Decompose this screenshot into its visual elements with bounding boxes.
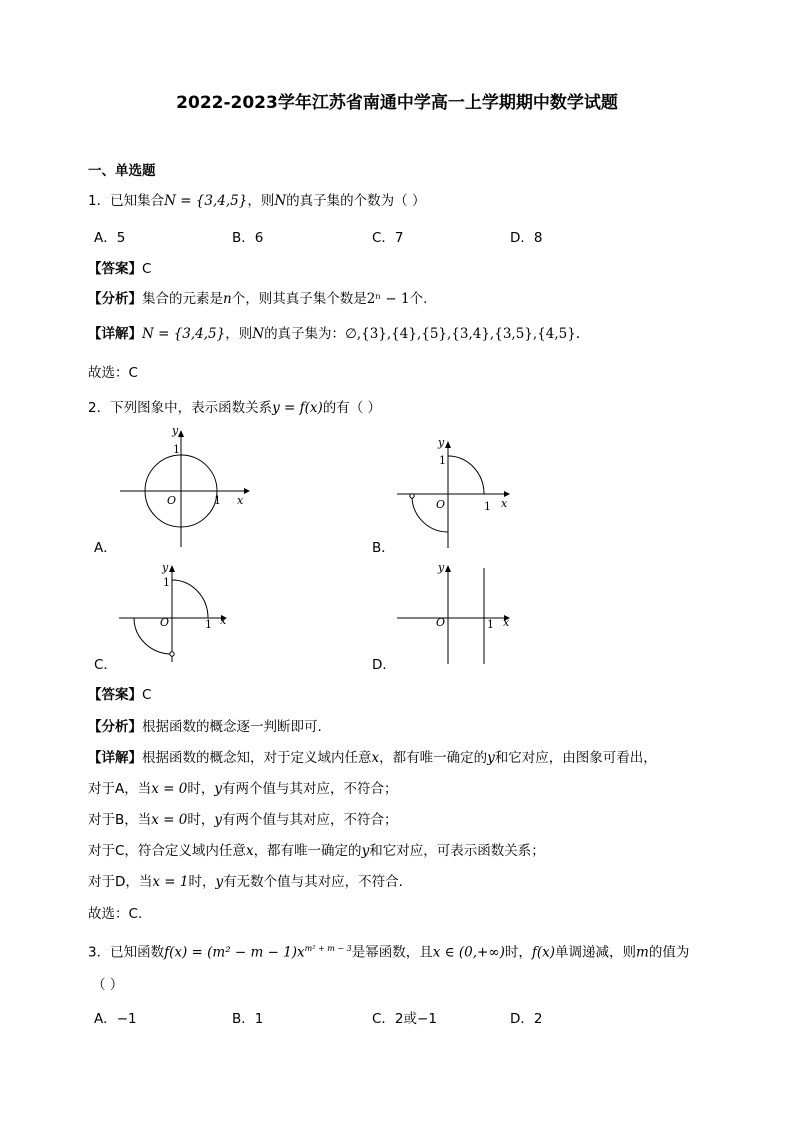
q1-detail-sets: ∅,{3},{4},{5},{3,4},{3,5},{4,5}. (345, 326, 581, 342)
q3-m: m (636, 944, 649, 961)
q2-line-c-x: x (245, 843, 254, 859)
q1-detail-tag: 【详解】 (88, 326, 142, 342)
q2-line-b-text-a: 对于B，当 (88, 812, 152, 828)
q2-answer-value: C (142, 687, 152, 703)
question-1-stem (88, 192, 425, 210)
q2-line-c-text-a: 对于C，符合定义域内任意 (88, 843, 246, 859)
q1-n: N (274, 193, 287, 209)
q1-analysis-n: n (223, 291, 232, 307)
q1-analysis-tag: 【分析】 (88, 291, 142, 307)
q3-fx: f(x) = (m² − m − 1)x (164, 944, 305, 961)
graph-b-y1-label: 1 (439, 454, 446, 467)
graph-a-x-label: x (237, 494, 244, 507)
q2-detail-text-a: 根据函数的概念知，对于定义域内任意 (142, 750, 372, 766)
q2-prefix: 2．下列图象中，表示函数关系 (88, 400, 273, 416)
q3-condition: x ∈ (0,+∞) (432, 944, 505, 961)
graph-d-label: D． (372, 657, 396, 673)
q2-line-b-expr: x = 0 (151, 812, 188, 828)
q2-line-c-text-c: 和它对应，可表示函数关系； (369, 843, 545, 859)
q2-line-d-text-c: 有无数个值与其对应，不符合. (223, 874, 403, 890)
graph-a-origin-label: O (167, 494, 177, 507)
q1-analysis (88, 290, 427, 308)
q2-answer-tag: 【答案】 (88, 687, 142, 703)
graph-a-x1-label: 1 (214, 494, 221, 507)
q2-line-b-text-b: 时， (187, 812, 215, 828)
q2-line-a-y: y (214, 781, 222, 797)
q2-line-a-text-b: 时， (187, 781, 215, 797)
q3-option-a: A．−1 (94, 1011, 137, 1027)
q2-detail-x: x (371, 750, 380, 766)
graph-b-label: B． (372, 540, 395, 556)
q1-option-b: B．6 (232, 230, 264, 246)
q1-detail-text-a: ，则 (225, 326, 253, 342)
q2-detail-text-c: 和它对应，由图象可看出， (494, 750, 657, 766)
q1-suffix: 的真子集的个数为（ ） (286, 193, 426, 209)
q2-suffix: 的有（ ） (322, 400, 382, 416)
q2-line-d-y: y (215, 874, 224, 890)
q2-analysis-tag: 【分析】 (88, 719, 142, 735)
q2-line-b-y: y (214, 812, 223, 828)
q1-answer-value: C (142, 261, 152, 277)
q2-detail-tag: 【详解】 (88, 750, 142, 766)
q3-fx2: f(x) (531, 944, 556, 961)
graph-c (117, 560, 237, 672)
q2-line-d-text-b: 时， (188, 874, 216, 890)
graph-b-y-label: y (438, 436, 445, 449)
graph-d-origin-label: O (436, 616, 446, 629)
q1-detail-text-b: 的真子集为： (264, 326, 346, 342)
q2-line-d-text-a: 对于D，当 (88, 874, 153, 890)
graph-a-label: A． (94, 540, 117, 556)
section-heading: 一、单选题 (88, 163, 156, 179)
graph-b-x1-label: 1 (484, 500, 491, 513)
graph-a-y1-label: 1 (173, 443, 180, 456)
q3-prefix: 3．已知函数 (88, 944, 165, 961)
q3-option-d: D．2 (510, 1011, 543, 1027)
q1-analysis-text-c: 个. (409, 291, 428, 307)
q3-mid: 是幂函数，且 (351, 944, 433, 961)
q2-line-d (88, 873, 403, 891)
q1-detail-n: N (252, 326, 265, 342)
graph-b (393, 436, 513, 556)
question-3-stem (88, 940, 689, 962)
q2-line-a-text-c: 有两个值与其对应，不符合； (222, 781, 398, 797)
q3-exponent: m² + m − 3 (304, 944, 352, 953)
q3-mid2: 时， (504, 944, 532, 961)
q2-analysis (88, 718, 322, 736)
q3-suffix-a: 单调递减，则 (555, 944, 637, 961)
q2-detail-y: y (487, 750, 495, 766)
q2-answer (88, 686, 151, 704)
q2-line-b (88, 811, 398, 829)
q2-expr: y = f(x) (272, 400, 323, 416)
q1-analysis-expr: 2ⁿ − 1 (366, 291, 410, 307)
q3-suffix-b: 的值为 (648, 944, 690, 961)
question-2-stem (88, 399, 381, 417)
q2-detail-text-b: ，都有唯一确定的 (379, 750, 488, 766)
graph-c-label: C． (94, 657, 117, 673)
graph-d-y-label: y (438, 561, 445, 574)
q1-option-d: D．8 (510, 230, 543, 246)
q2-line-a (88, 780, 398, 798)
q2-line-c-y: y (361, 843, 370, 859)
graph-c-x-label: x (220, 614, 227, 627)
q1-option-a: A．5 (94, 230, 126, 246)
q2-line-c-text-b: ，都有唯一确定的 (253, 843, 362, 859)
graph-c-y-label: y (162, 561, 169, 574)
graph-d-x1-label: 1 (487, 618, 494, 631)
q1-option-c: C．7 (372, 230, 404, 246)
graph-b-origin-label: O (436, 498, 446, 511)
q3-paren: （ ） (92, 977, 124, 993)
q3-option-b: B．1 (232, 1011, 264, 1027)
graph-c-y1-label: 1 (163, 576, 170, 589)
q2-conclusion: 故选：C. (88, 906, 143, 922)
graph-c-origin-label: O (160, 616, 170, 629)
q2-analysis-text: 根据函数的概念逐一判断即可. (142, 719, 322, 735)
graph-a-y-label: y (172, 425, 179, 437)
graph-b-x-label: x (501, 497, 508, 510)
q1-answer-tag: 【答案】 (88, 261, 142, 277)
q1-detail (88, 325, 580, 343)
q2-line-d-expr: x = 1 (152, 874, 189, 890)
q3-option-c: C．2或−1 (372, 1011, 437, 1027)
graph-d (393, 560, 518, 670)
q1-conclusion: 故选：C (88, 365, 138, 381)
q1-analysis-text-a: 集合的元素是 (142, 291, 223, 307)
q1-answer (88, 260, 151, 278)
q1-detail-set-n: N = {3,4,5} (142, 326, 226, 342)
graph-c-x1-label: 1 (205, 618, 212, 631)
q1-set-n: N = {3,4,5} (164, 193, 248, 209)
q1-prefix: 1．已知集合 (88, 193, 165, 209)
q2-detail (88, 749, 657, 767)
q1-mid: ，则 (247, 193, 275, 209)
q2-line-b-text-c: 有两个值与其对应，不符合； (222, 812, 398, 828)
graph-d-x-label: x (503, 616, 510, 629)
q1-analysis-text-b: 个，则其真子集个数是 (231, 291, 367, 307)
q2-line-a-text-a: 对于A，当 (88, 781, 152, 797)
page-title: 2022-2023学年江苏省南通中学高一上学期期中数学试题 (176, 93, 618, 113)
q2-line-c (88, 842, 545, 860)
q2-line-a-expr: x = 0 (151, 781, 188, 797)
graph-a (118, 425, 253, 550)
